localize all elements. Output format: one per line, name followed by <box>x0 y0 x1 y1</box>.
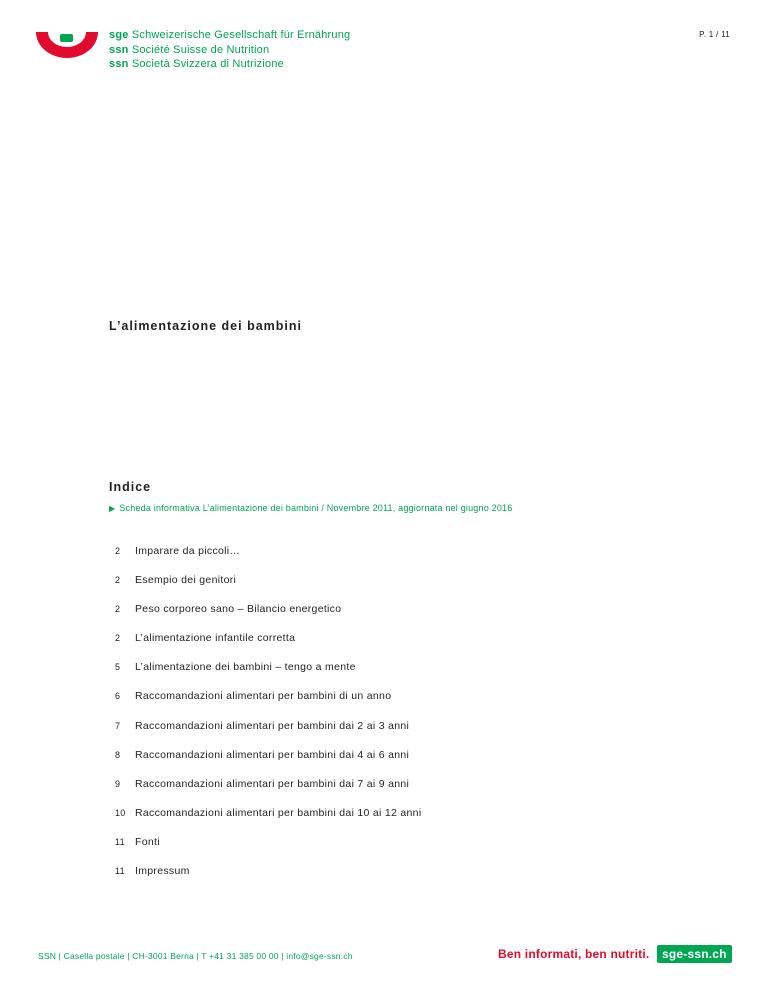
toc-entry-label: Raccomandazioni alimentari per bambini dai 10 ai 12 anni <box>135 806 422 819</box>
toc-page-number: 11 <box>115 866 125 877</box>
toc-entry[interactable] <box>115 720 421 749</box>
toc-entry[interactable] <box>115 749 421 778</box>
footer-address: SSN | Casella postale | CH-3001 Berna | T +41 31 385 00 00 | info@sge-ssn.ch <box>38 951 353 961</box>
toc-entry-label: Raccomandazioni alimentari per bambini di un anno <box>135 690 392 703</box>
toc-entry[interactable] <box>115 690 421 719</box>
toc-page-number: 10 <box>115 807 126 818</box>
toc-entry[interactable] <box>115 603 421 632</box>
toc-entry[interactable] <box>115 865 421 894</box>
org-line-fr: ssn Société Suisse de Nutrition <box>109 43 270 56</box>
toc-entry[interactable] <box>115 545 421 574</box>
toc-page-number: 6 <box>115 691 121 702</box>
toc-entry-label: Fonti <box>135 835 160 848</box>
footer-slogan: Ben informati, ben nutriti. <box>498 947 650 961</box>
toc-entry-label: Raccomandazioni alimentari per bambini dai 7 ai 9 anni <box>135 777 410 790</box>
org-line-it: ssn Società Svizzera di Nutrizione <box>109 58 284 70</box>
toc-page-number: 2 <box>115 575 121 586</box>
toc-entry-label: Peso corporeo sano – Bilancio energetico <box>135 603 342 616</box>
toc-entry[interactable] <box>115 778 421 807</box>
toc-entry-label: L’alimentazione dei bambini – tengo a mente <box>135 661 356 674</box>
toc-page-number: 8 <box>115 749 121 760</box>
fact-sheet-link-text: Scheda informativa L’alimentazione dei bambini / Novembre 2011, aggiornata nel giugno 2016 <box>119 503 513 513</box>
fact-sheet-link[interactable] <box>109 503 512 513</box>
toc-entry[interactable] <box>115 836 421 865</box>
toc-page-number: 9 <box>115 778 121 789</box>
website-badge[interactable]: sge-ssn.ch <box>657 945 732 963</box>
toc-entry[interactable] <box>115 807 421 836</box>
toc-page-number: 7 <box>115 720 121 731</box>
org-line-de: sge Schweizerische Gesellschaft für Ernährung <box>109 29 351 41</box>
toc-entry-label: Imparare da piccoli… <box>135 545 241 557</box>
org-names <box>109 28 350 72</box>
toc-page-number: 11 <box>115 836 125 847</box>
page-number: P. 1 / 11 <box>699 30 730 39</box>
toc-entry-label: Raccomandazioni alimentari per bambini dai 4 ai 6 anni <box>135 748 410 761</box>
toc-list <box>115 545 421 894</box>
toc-entry-label: Esempio dei genitori <box>135 574 237 587</box>
toc-page-number: 2 <box>115 546 121 556</box>
toc-entry-label: Raccomandazioni alimentari per bambini dai 2 ai 3 anni <box>135 719 410 732</box>
toc-page-number: 5 <box>115 662 121 673</box>
sge-logo <box>34 18 100 58</box>
toc-entry[interactable] <box>115 632 421 661</box>
toc-entry[interactable] <box>115 661 421 690</box>
toc-page-number: 2 <box>115 633 121 644</box>
play-arrow-icon: ▶ <box>109 504 116 513</box>
toc-page-number: 2 <box>115 604 121 615</box>
toc-entry-label: Impressum <box>135 865 190 878</box>
document-title: L’alimentazione dei bambini <box>109 319 303 333</box>
toc-heading: Indice <box>109 480 152 494</box>
toc-entry-label: L’alimentazione infantile corretta <box>135 632 296 645</box>
toc-entry[interactable] <box>115 574 421 603</box>
